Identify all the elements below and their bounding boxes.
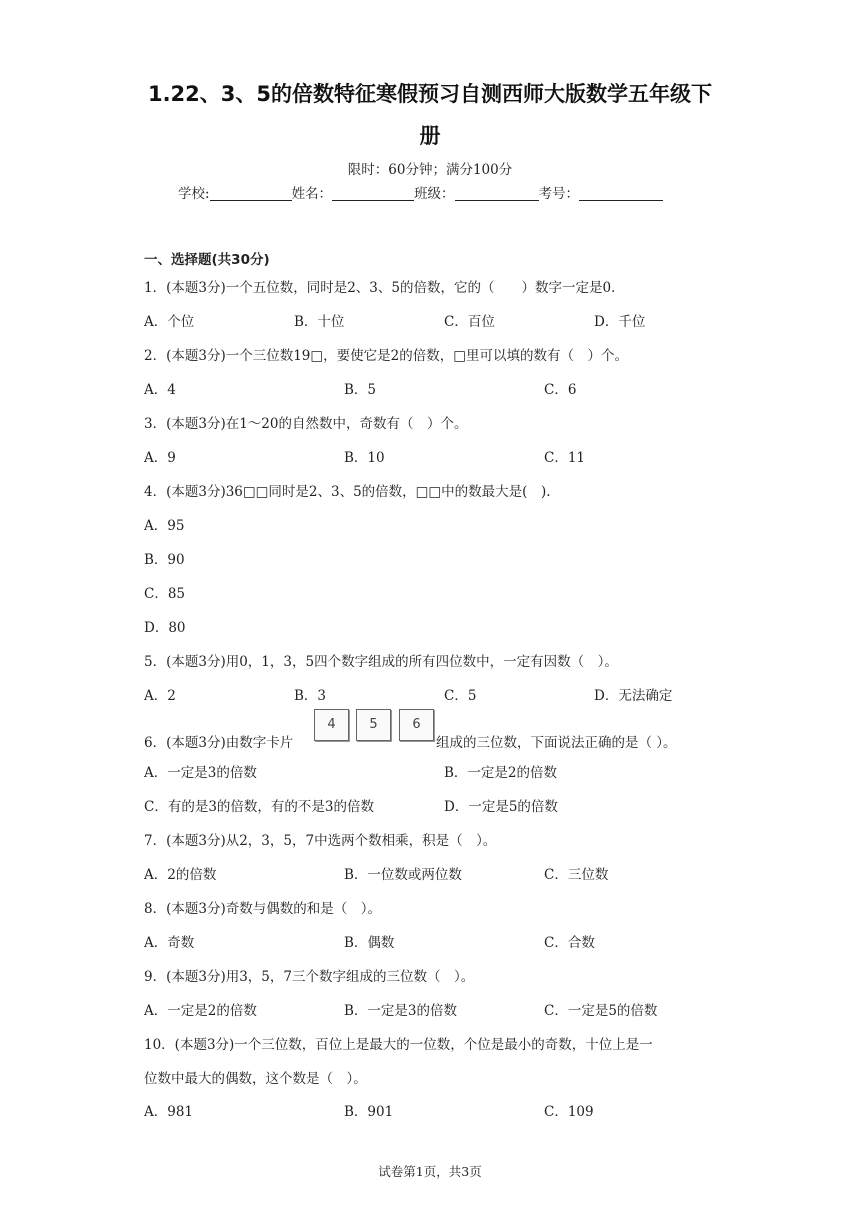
question-3: 3．(本题3分)在1～20的自然数中，奇数有（ ）个。 [144, 416, 468, 432]
page-footer: 试卷第1页，共3页 [378, 1164, 482, 1179]
question-10-line2: 位数中最大的偶数，这个数是（ ）。 [144, 1071, 367, 1087]
q3-option-b: B．10 [344, 450, 385, 466]
exam-no-blank [579, 186, 663, 201]
q2-option-c: C．6 [544, 382, 577, 398]
question-2: 2．(本题3分)一个三位数19□，要使它是2的倍数，□里可以填的数有（ ）个。 [144, 348, 628, 364]
q1-option-b: B．十位 [294, 314, 345, 330]
q3-option-a: A．9 [144, 450, 176, 466]
question-10-line1: 10．(本题3分)一个三位数，百位上是最大的一位数，个位是最小的奇数，十位上是一 [144, 1037, 653, 1053]
q5-option-b: B．3 [294, 688, 327, 704]
q4-option-c: C．85 [144, 586, 186, 602]
q2-option-a: A．4 [144, 382, 176, 398]
page-title-line2: 册 [419, 124, 441, 148]
q10-option-a: A．981 [144, 1104, 194, 1120]
class-label: 班级： [414, 186, 455, 202]
school-blank [210, 186, 292, 201]
q8-option-b: B．偶数 [344, 935, 395, 951]
name-blank [332, 186, 414, 201]
q9-option-b: B．一定是3的倍数 [344, 1003, 458, 1019]
q5-option-c: C．5 [444, 688, 477, 704]
q8-option-c: C．合数 [544, 935, 595, 951]
q4-option-d: D．80 [144, 620, 186, 636]
q5-option-a: A．2 [144, 688, 176, 704]
question-8: 8．(本题3分)奇数与偶数的和是（ ）。 [144, 901, 381, 917]
q6-option-d: D．一定是5的倍数 [444, 799, 558, 815]
number-card-4: 4 [314, 709, 349, 741]
number-card-5: 5 [356, 709, 391, 741]
class-blank [455, 186, 539, 201]
section-heading: 一、选择题(共30分) [144, 252, 270, 268]
q1-option-c: C．百位 [444, 314, 495, 330]
q1-option-d: D．千位 [594, 314, 646, 330]
q6-option-b: B．一定是2的倍数 [444, 765, 558, 781]
q9-option-c: C．一定是5的倍数 [544, 1003, 658, 1019]
q5-option-d: D．无法确定 [594, 688, 673, 704]
question-9: 9．(本题3分)用3，5，7三个数字组成的三位数（ ）。 [144, 969, 475, 985]
q7-option-c: C．三位数 [544, 867, 609, 883]
q3-option-c: C．11 [544, 450, 586, 466]
school-label: 学校: [178, 186, 210, 202]
q10-option-b: B．901 [344, 1104, 394, 1120]
q9-option-a: A．一定是2的倍数 [144, 1003, 257, 1019]
q6-option-c: C．有的是3的倍数，有的不是3的倍数 [144, 799, 375, 815]
q4-option-a: A．95 [144, 518, 185, 534]
question-4: 4．(本题3分)36□□同时是2、3、5的倍数，□□中的数最大是( ). [144, 484, 551, 500]
question-1: 1．(本题3分)一个五位数，同时是2、3、5的倍数，它的（ ）数字一定是0． [144, 280, 625, 296]
question-6-prefix: 6．(本题3分)由数字卡片 [144, 735, 294, 751]
exam-no-label: 考号： [538, 186, 580, 202]
question-7: 7．(本题3分)从2，3，5，7中选两个数相乘，积是（ ）。 [144, 833, 497, 849]
q2-option-b: B．5 [344, 382, 377, 398]
q4-option-b: B．90 [144, 552, 185, 568]
q1-option-a: A．个位 [144, 314, 195, 330]
page-title-line1: 1.22、3、5的倍数特征寒假预习自测西师大版数学五年级下 [147, 82, 713, 106]
q7-option-b: B．一位数或两位数 [344, 867, 462, 883]
q8-option-a: A．奇数 [144, 935, 195, 951]
q6-option-a: A．一定是3的倍数 [144, 765, 257, 781]
question-5: 5．(本题3分)用0，1，3，5四个数字组成的所有四位数中，一定有因数（ ）。 [144, 654, 618, 670]
student-info-row [178, 182, 663, 202]
name-label: 姓名： [291, 186, 333, 202]
q7-option-a: A．2的倍数 [144, 867, 217, 883]
q10-option-c: C．109 [544, 1104, 594, 1120]
number-card-6: 6 [399, 709, 434, 741]
question-6-suffix: 组成的三位数，下面说法正确的是（ ）。 [436, 735, 677, 751]
time-limit-subtitle: 限时：60分钟；满分100分 [347, 162, 513, 178]
